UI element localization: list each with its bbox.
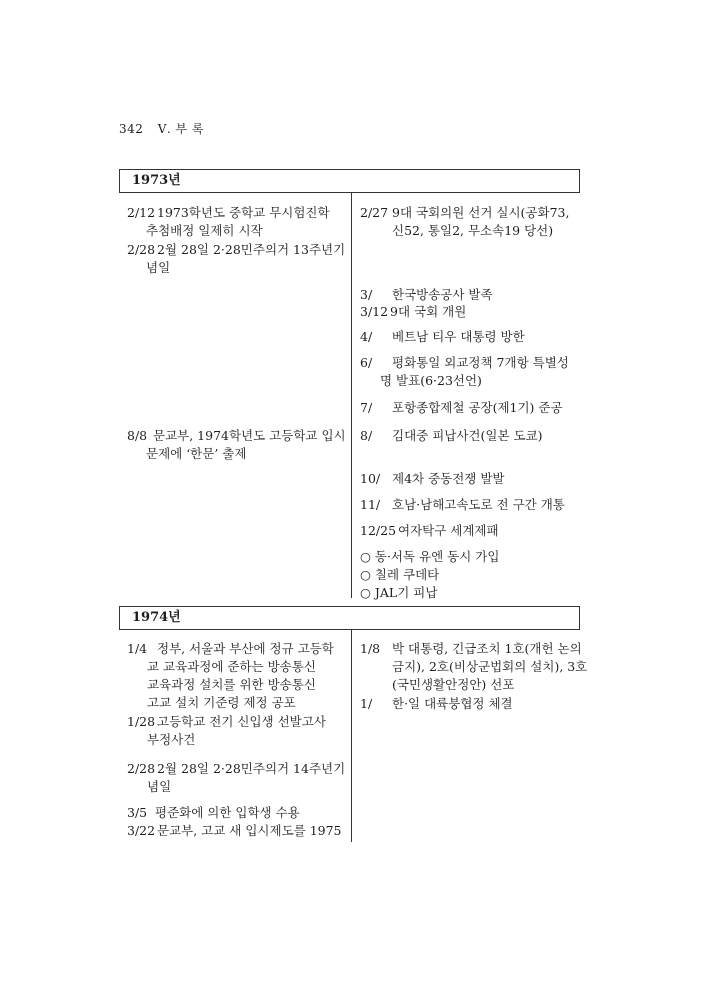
running-head <box>119 120 204 137</box>
timeline-entry: 2/27 9대 국회의원 선거 실시(공화73, 신52, 통일2, 무소속19 당선) <box>360 205 570 238</box>
timeline-entry: 3/12 9대 국회 개원 <box>360 304 467 319</box>
timeline-entry: 3/5 평준화에 의한 입학생 수용 <box>127 805 300 820</box>
timeline-entry: 1/8 박 대통령, 긴급조치 1호(개헌 논의 금지), 2호(비상군법회의 설치), 3호 (국민생활안정안) 선포 <box>360 641 588 692</box>
column-divider-1973 <box>351 193 352 598</box>
timeline-entry: 4/ 베트남 티우 대통령 방한 <box>360 329 525 344</box>
column-divider-1974 <box>351 630 352 842</box>
timeline-entry: 12/25 여자탁구 세계제패 <box>360 523 499 538</box>
timeline-entry: 8/ 김대중 피납사건(일본 도쿄) <box>360 428 543 443</box>
timeline-entry: 11/ 호남·남해고속도로 전 구간 개통 <box>360 497 565 512</box>
timeline-entry: 2/12 1973학년도 중학교 무시험진학 추첨배정 일제히 시작 <box>127 205 330 238</box>
bullet-item: ○ JAL기 피납 <box>360 585 438 600</box>
timeline-entry: 6/ 평화통일 외교정책 7개항 특별성 명 발표(6·23선언) <box>360 355 569 388</box>
timeline-entry: 7/ 포항종합제철 공장(제1기) 준공 <box>360 400 563 415</box>
timeline-entry: 1/28 고등학교 전기 신입생 선발고사 부정사건 <box>127 714 326 747</box>
section-title: Ⅴ. 부 록 <box>157 122 205 136</box>
timeline-entry: 2/28 2월 28일 2·28민주의거 13주년기 념일 <box>127 242 346 275</box>
timeline-entry: 1/ 한·일 대륙붕협정 체결 <box>360 696 513 711</box>
bullet-item: ○ 칠레 쿠데타 <box>360 567 440 582</box>
timeline-entry: 10/ 제4차 중동전쟁 발발 <box>360 471 505 486</box>
timeline-entry: 3/22 문교부, 고교 새 입시제도를 1975 <box>127 823 342 838</box>
year-header-1973: 1973년 <box>119 169 580 193</box>
timeline-entry: 2/28 2월 28일 2·28민주의거 14주년기 념일 <box>127 761 346 794</box>
timeline-entry: 3/ 한국방송공사 발족 <box>360 287 493 302</box>
timeline-entry: 8/8 문교부, 1974학년도 고등학교 입시 문제에 ‘한문’ 출제 <box>127 428 346 461</box>
bullet-item: ○ 동·서독 유엔 동시 가입 <box>360 549 500 564</box>
year-header-1974: 1974년 <box>119 606 580 630</box>
timeline-entry: 1/4 정부, 서울과 부산에 정규 고등학 교 교육과정에 준하는 방송통신 교육과정 설치를 위한 방송통신 고교 설치 기준령 제정 공포 <box>127 641 334 710</box>
page-number: 342 <box>119 122 144 136</box>
